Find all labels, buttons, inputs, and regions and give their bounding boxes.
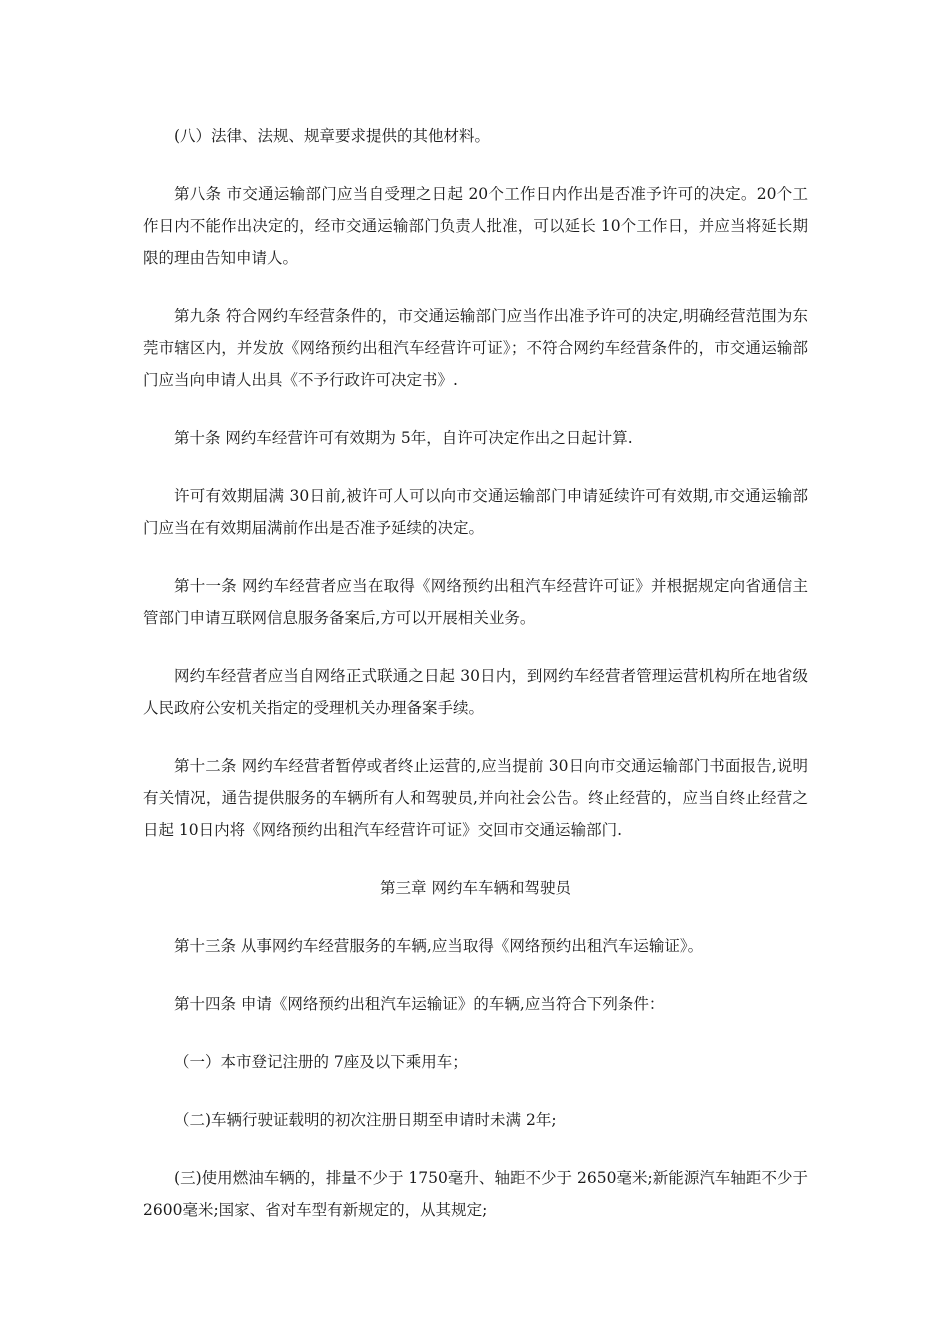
paragraph-condition-2: （二)车辆行驶证载明的初次注册日期至申请时未满 2年;: [174, 1111, 557, 1129]
paragraph-article-14: 第十四条 申请《网络预约出租汽车运输证》的车辆,应当符合下列条件：: [174, 995, 665, 1013]
paragraph-condition-3: (三)使用燃油车辆的，排量不少于 1750毫升、轴距不少于 2650毫米;新能源汽车轴距不少于 2600毫米;国家、省对车型有新规定的，从其规定;: [143, 1169, 808, 1219]
paragraph-condition-1: （一）本市登记注册的 7座及以下乘用车；: [174, 1053, 468, 1071]
chapter-heading: 第三章 网约车车辆和驾驶员: [380, 879, 571, 897]
paragraph-filing: 网约车经营者应当自网络正式联通之日起 30日内，到网约车经营者管理运营机构所在地省级人民政府公安机关指定的受理机关办理备案手续。: [143, 667, 808, 717]
paragraph-article-10: 第十条 网约车经营许可有效期为 5年，自许可决定作出之日起计算.: [174, 429, 633, 447]
paragraph-article-8: 第八条 市交通运输部门应当自受理之日起 20个工作日内作出是否准予许可的决定。20个工作日内不能作出决定的，经市交通运输部门负责人批准，可以延长 10个工作日，并应当将延长期限的理由告知申请人。: [143, 185, 808, 267]
paragraph-article-11: 第十一条 网约车经营者应当在取得《网络预约出租汽车经营许可证》并根据规定向省通信主管部门申请互联网信息服务备案后,方可以开展相关业务。: [143, 577, 808, 627]
paragraph-item-8: (八）法律、法规、规章要求提供的其他材料。: [174, 127, 491, 145]
paragraph-article-13: 第十三条 从事网约车经营服务的车辆,应当取得《网络预约出租汽车运输证》。: [174, 937, 704, 955]
paragraph-article-9: 第九条 符合网约车经营条件的，市交通运输部门应当作出准予许可的决定,明确经营范围为东莞市辖区内，并发放《网络预约出租汽车经营许可证》；不符合网约车经营条件的，市交通运输部门应当向申请人出具《不予行政许可决定书》.: [143, 307, 808, 389]
paragraph-article-12: 第十二条 网约车经营者暂停或者终止运营的,应当提前 30日向市交通运输部门书面报告,说明有关情况，通告提供服务的车辆所有人和驾驶员,并向社会公告。终止经营的，应当自终止经营之日起 10日内将《网络预约出租汽车经营许可证》交回市交通运输部门.: [143, 757, 808, 839]
paragraph-renewal: 许可有效期届满 30日前,被许可人可以向市交通运输部门申请延续许可有效期,市交通运输部门应当在有效期届满前作出是否准予延续的决定。: [143, 487, 808, 537]
document-body: [143, 120, 808, 1226]
